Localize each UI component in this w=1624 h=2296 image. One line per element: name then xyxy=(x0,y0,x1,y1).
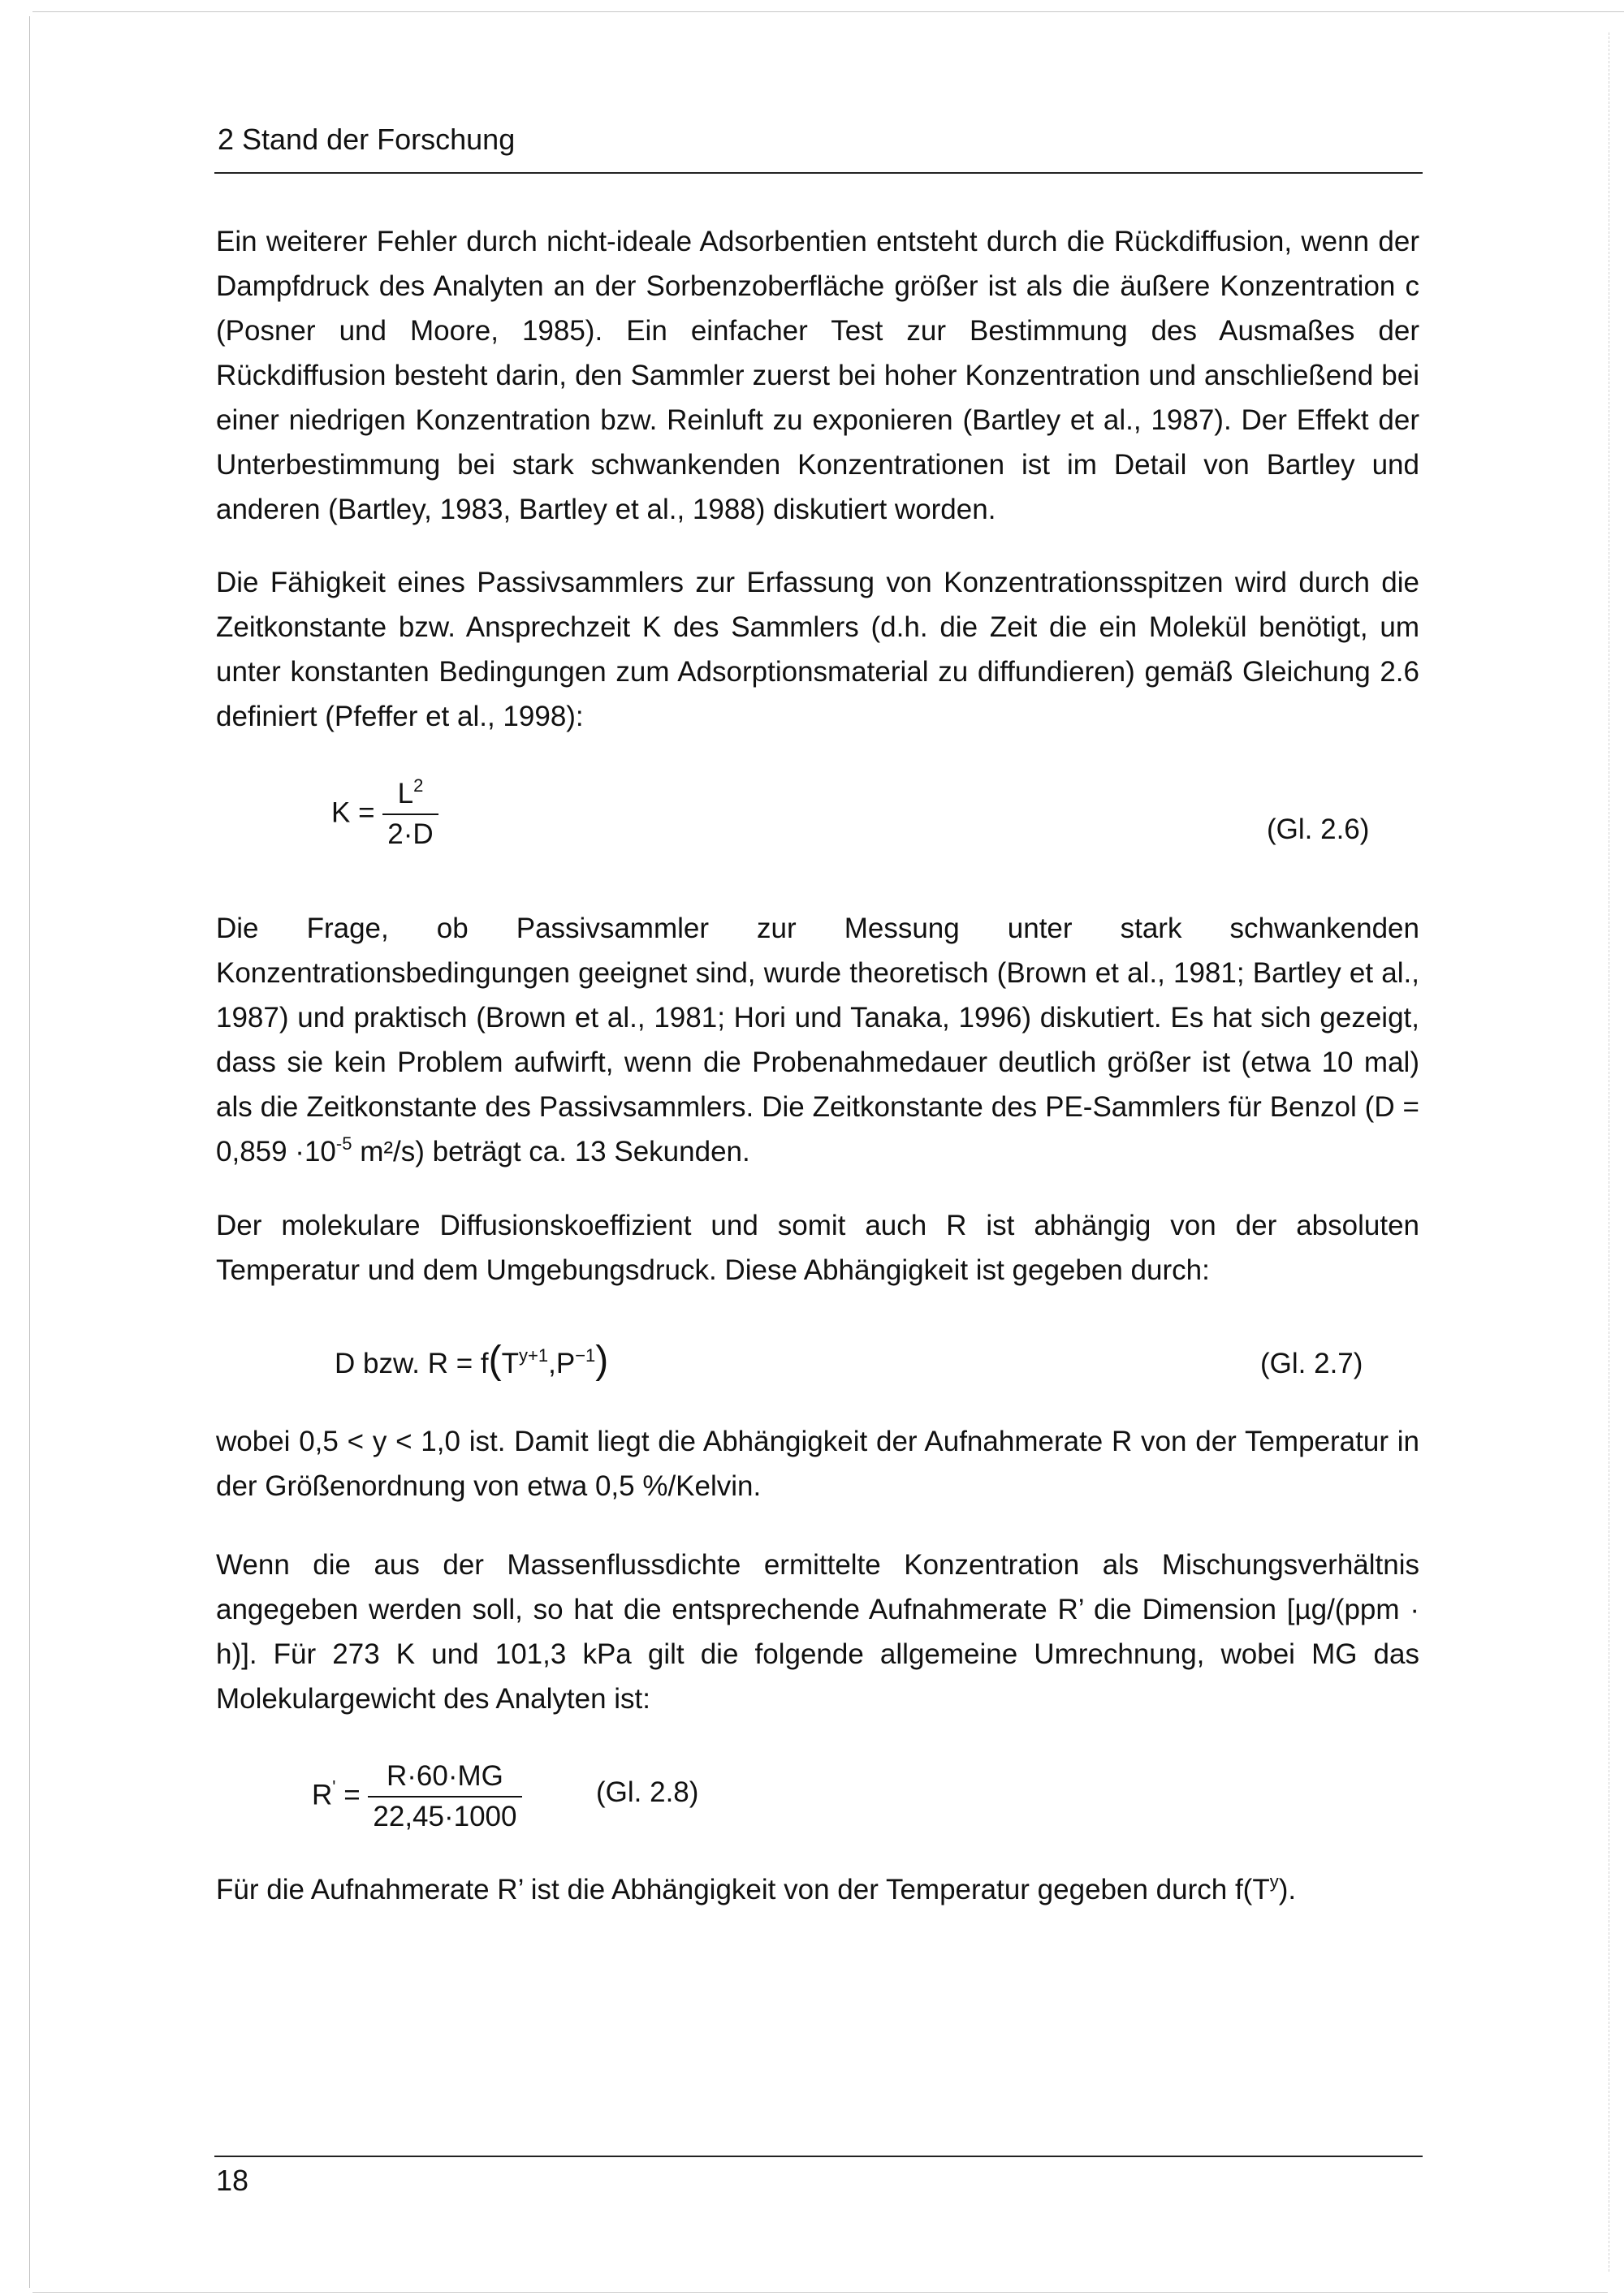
paragraph-fluctuating-concentrations: Die Frage, ob Passivsammler zur Messung unter stark schwankenden Konzentrationsbedingungen geeignet sind, wurde theoretisch (Brown et al., 1981; Bartley et al., 1987) und praktisch (Brown et al., 1981; Hori und Tanaka, 1996) diskutiert. Es hat sich gezeigt, dass sie kein Problem aufwirft, wenn die Probenahmedauer deutlich größer ist (etwa 10 mal) als die Zeitkonstante des Passivsammlers. Die Zeitkonstante des PE-Sammlers für Benzol ($D = 0,859 \cdot 10^{-5}$ m²/s) beträgt ca. 13 Sekunden. xyxy=(216,913,1419,1167)
paragraph-diffusion-coefficient: Der molekulare Diffusionskoeffizient und somit auch R ist abhängig von der absoluten Temperatur und dem Umgebungsdruck. Diese Abhängigkeit ist gegeben durch: xyxy=(216,1210,1419,1286)
footer-rule xyxy=(214,2156,1423,2157)
scan-edge-left xyxy=(29,16,30,2288)
scan-edge-top xyxy=(32,11,1624,12)
paragraph-temperature-dependence: wobei 0,5 < y < 1,0 ist. Damit liegt die Abhängigkeit der Aufnahmerate R von der Temperatur in der Größenordnung von etwa 0,5 %/Kelvin. xyxy=(216,1426,1419,1502)
page-number: 18 xyxy=(216,2164,249,2197)
eq28-denominator: 22,45·1000 xyxy=(368,1796,521,1833)
eq28-numerator: R·60·MG xyxy=(386,1760,503,1792)
eq28-fraction xyxy=(368,1760,521,1833)
equation-2-8-tag: (Gl. 2.8) xyxy=(596,1776,699,1808)
equation-2-7: D bzw. $R = f(T^{y+1},P^{-1})$ xyxy=(335,1339,609,1382)
running-header: 2 Stand der Forschung xyxy=(218,123,516,156)
equation-2-7-tag: (Gl. 2.7) xyxy=(1260,1348,1363,1379)
eq26-fraction xyxy=(382,775,438,851)
eq26-numerator: $L^2$ xyxy=(397,775,424,809)
header-rule xyxy=(214,172,1423,174)
equation-2-6 xyxy=(331,775,438,851)
paragraph-time-constant: Die Fähigkeit eines Passivsammlers zur Erfassung von Konzentrationsspitzen wird durch die Zeitkonstante bzw. Ansprechzeit K des Sammlers (d.h. die Zeit die ein Molekül benötigt, um unter konstanten Bedingungen zum Adsorptionsmaterial zu diffundieren) gemäß Gleichung 2.6 definiert (Pfeffer et al., 1998): xyxy=(216,567,1419,732)
scan-edge-bottom xyxy=(32,2292,1608,2293)
equation-2-8: R' = $\frac{R\cdot 60\cdot MG}{22,45\cdot 1000}$ xyxy=(312,1760,522,1833)
eq26-lhs: K = xyxy=(331,796,375,829)
paragraph-backdiffusion: Ein weiterer Fehler durch nicht-ideale Adsorbentien entsteht durch die Rückdiffusion, wenn der Dampfdruck des Analyten an der Sorbenzoberfläche größer ist als die äußere Konzentration c (Posner und Moore, 1985). Ein einfacher Test zur Bestimmung des Ausmaßes der Rückdiffusion besteht darin, den Sammler zuerst bei hoher Konzentration und anschließend bei einer niedrigen Konzentration bzw. Reinluft zu exponieren (Bartley et al., 1987). Der Effekt der Unterbestimmung bei stark schwankenden Konzentrationen ist im Detail von Bartley und anderen (Bartley, 1983, Bartley et al., 1988) diskutiert worden. xyxy=(216,226,1419,525)
paragraph-uptake-rate: Für die Aufnahmerate R’ ist die Abhängigkeit von der Temperatur gegeben durch $f(T^y)$. xyxy=(216,1871,1297,1905)
paragraph-mixing-ratio: Wenn die aus der Massenflussdichte ermittelte Konzentration als Mischungsverhältnis angegeben werden soll, so hat die entsprechende Aufnahmerate R’ die Dimension [µg/(ppm · h)]. Für 273 K und 101,3 kPa gilt die folgende allgemeine Umrechnung, wobei MG das Molekulargewicht des Analyten ist: xyxy=(216,1549,1419,1715)
equation-2-6-tag: (Gl. 2.6) xyxy=(1267,814,1370,845)
eq26-denominator: 2·D xyxy=(382,814,438,851)
